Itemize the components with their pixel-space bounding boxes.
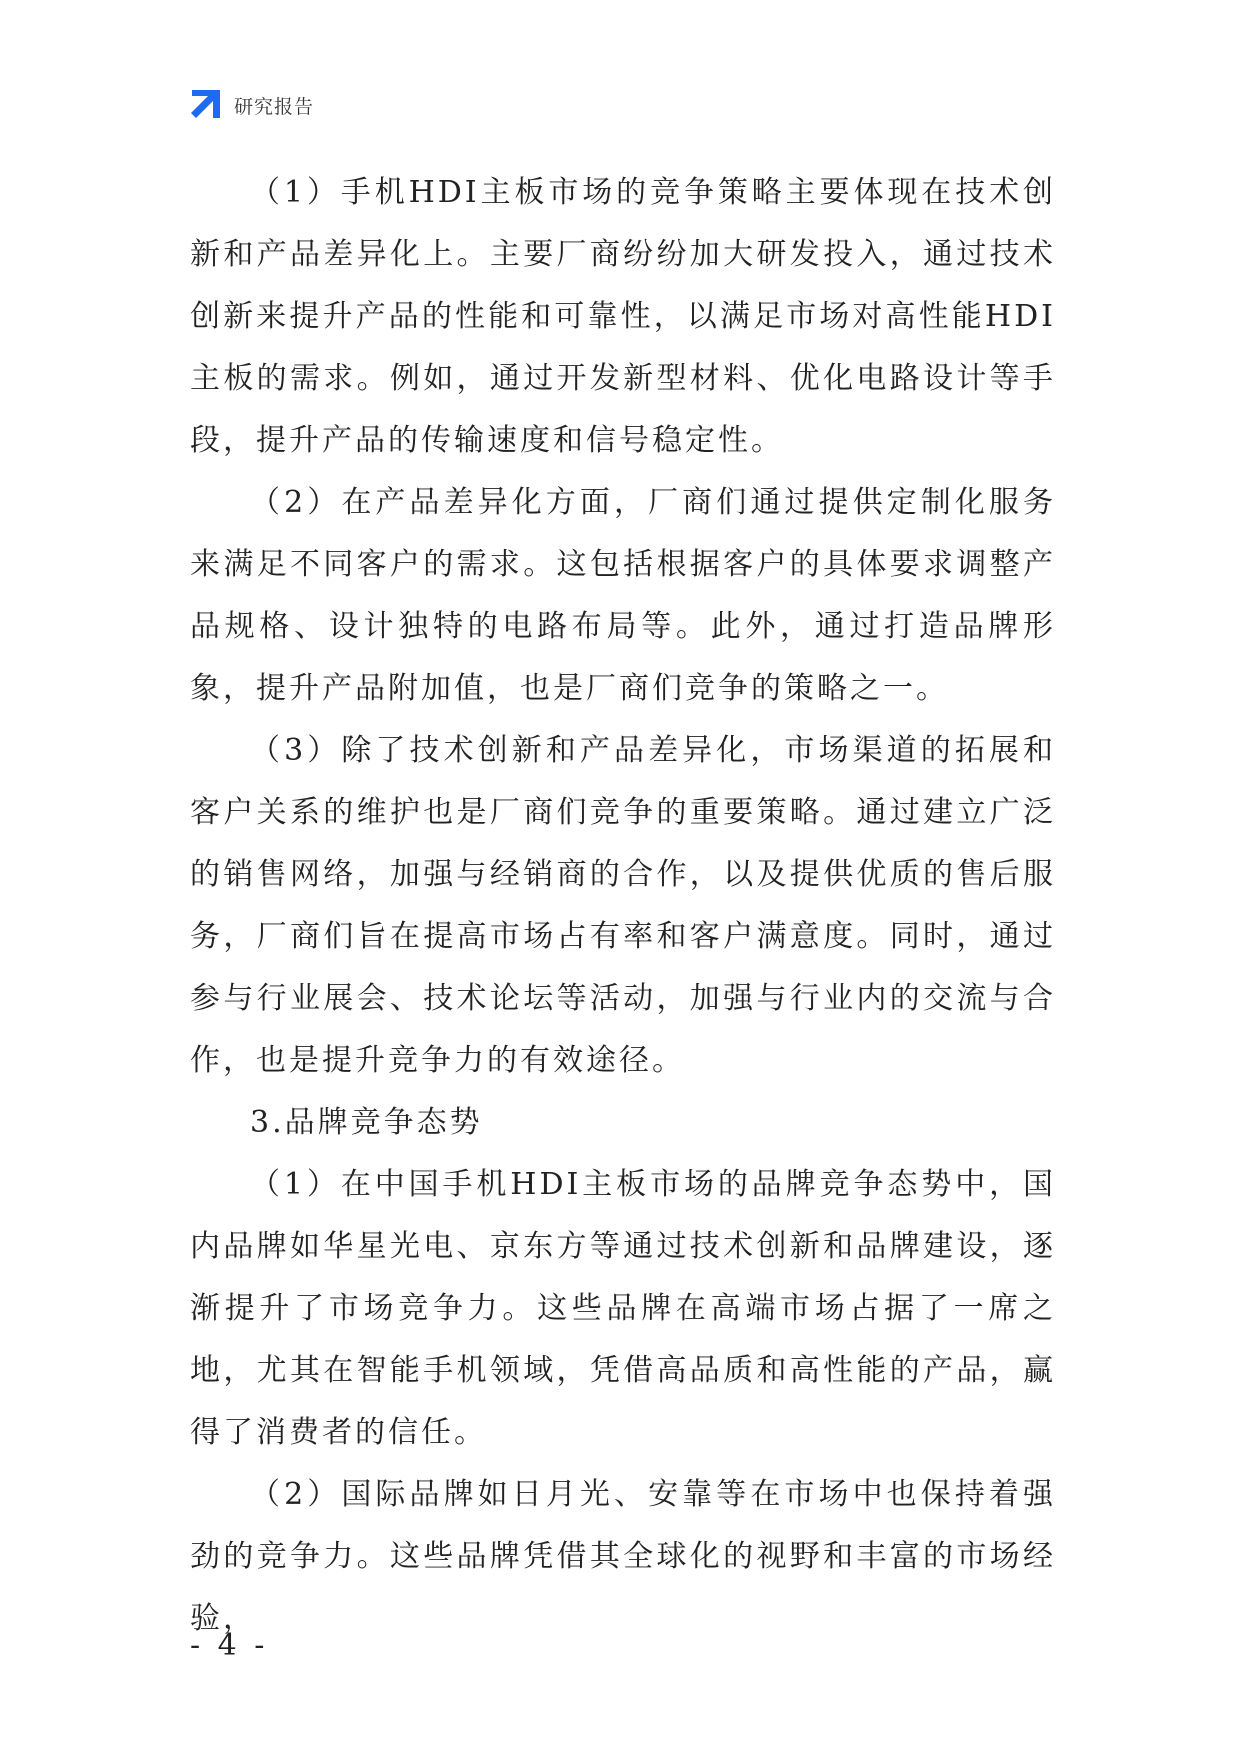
section-heading: 3.品牌竞争态势	[250, 1105, 483, 1140]
arrow-up-right-icon	[188, 88, 222, 122]
header-title: 研究报告	[234, 95, 315, 118]
page-number: - 4 -	[190, 1628, 269, 1663]
paragraph-1: （1）手机HDI主板市场的竞争策略主要体现在技术创新和产品差异化上。主要厂商纷纷加大研发投入，通过技术创新来提升产品的性能和可靠性，以满足市场对高性能HDI主板的需求。例如，通过开发新型材料、优化电路设计等手段，提升产品的传输速度和信号稳定性。	[190, 175, 1056, 458]
section-paragraph-1: （1）在中国手机HDI主板市场的品牌竞争态势中，国内品牌如华星光电、京东方等通过技术创新和品牌建设，逐渐提升了市场竞争力。这些品牌在高端市场占据了一席之地，尤其在智能手机领域，凭借高品质和高性能的产品，赢得了消费者的信任。	[190, 1167, 1056, 1450]
paragraph-2: （2）在产品差异化方面，厂商们通过提供定制化服务来满足不同客户的需求。这包括根据客户的具体要求调整产品规格、设计独特的电路布局等。此外，通过打造品牌形象，提升产品附加值，也是厂商们竞争的策略之一。	[190, 485, 1056, 706]
paragraph-3: （3）除了技术创新和产品差异化，市场渠道的拓展和客户关系的维护也是厂商们竞争的重要策略。通过建立广泛的销售网络，加强与经销商的合作，以及提供优质的售后服务，厂商们旨在提高市场占有率和客户满意度。同时，通过参与行业展会、技术论坛等活动，加强与行业内的交流与合作，也是提升竞争力的有效途径。	[190, 733, 1056, 1078]
report-header	[188, 88, 314, 122]
document-body	[190, 162, 1056, 1650]
section-paragraph-2: （2）国际品牌如日月光、安靠等在市场中也保持着强劲的竞争力。这些品牌凭借其全球化的视野和丰富的市场经验，	[190, 1477, 1056, 1636]
